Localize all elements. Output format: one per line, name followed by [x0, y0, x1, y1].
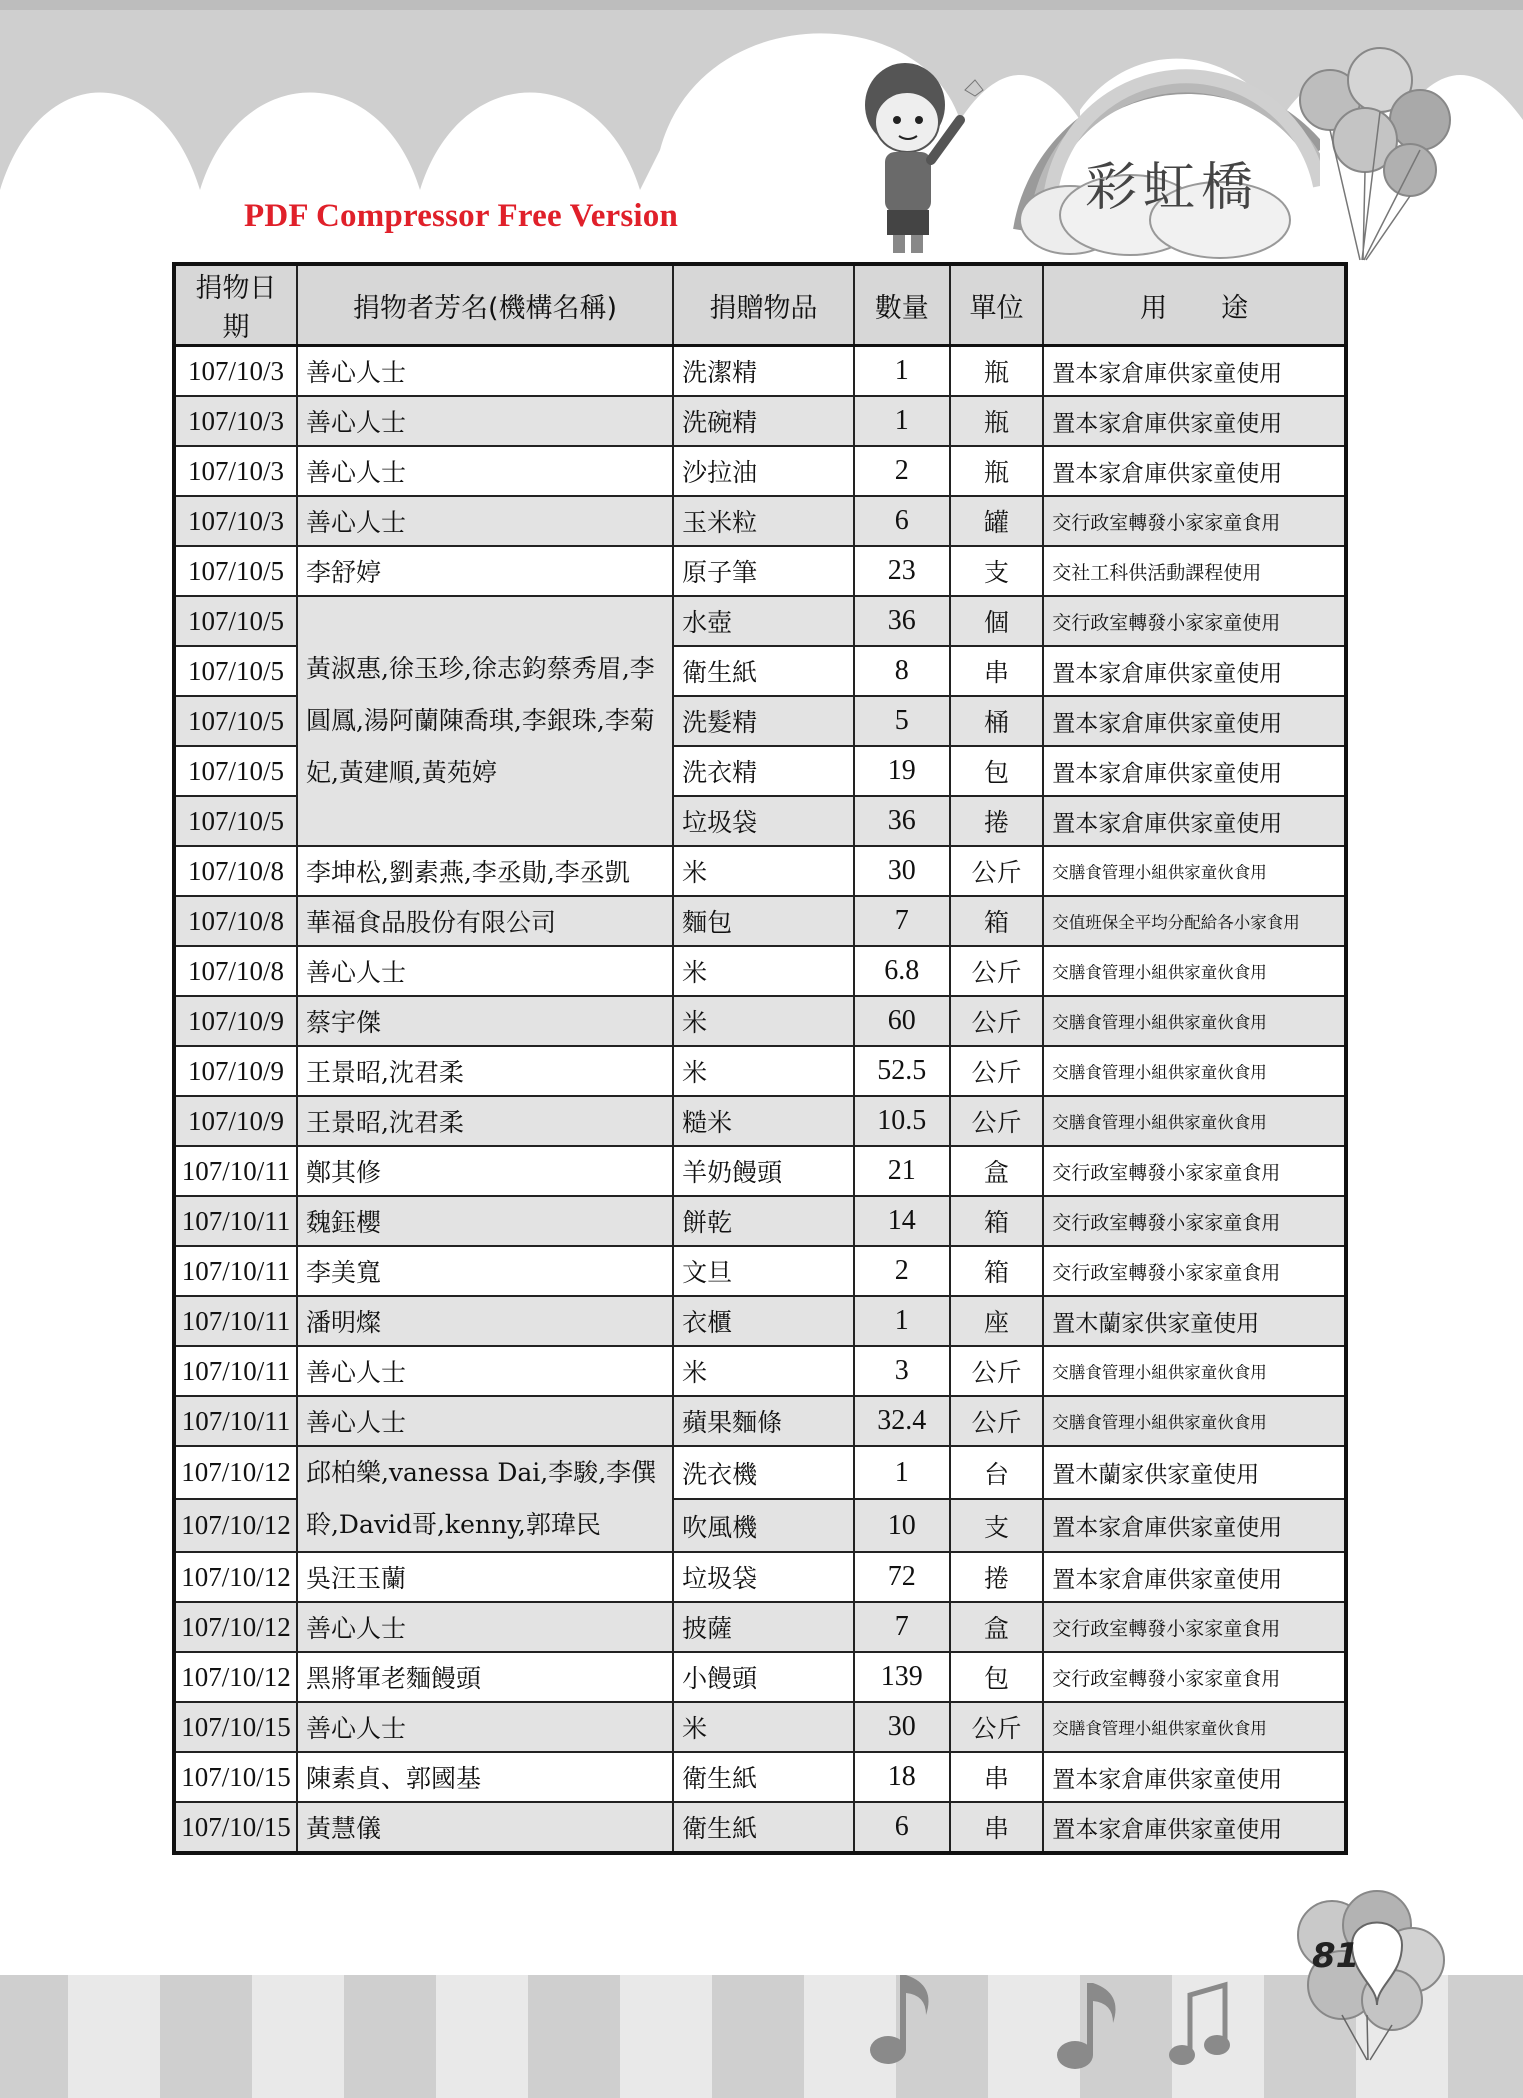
cell-donor: 善心人士: [297, 496, 673, 546]
cell-unit: 盒: [950, 1602, 1044, 1652]
cell-item: 米: [673, 1046, 854, 1096]
page-number: 81: [1312, 1936, 1360, 1976]
cell-use: 置本家倉庫供家童使用: [1043, 696, 1346, 746]
header-item: 捐贈物品: [673, 264, 854, 346]
table-row: [174, 596, 1346, 646]
cell-date: 107/10/9: [174, 1046, 297, 1096]
cell-date: 107/10/8: [174, 846, 297, 896]
cell-qty: 8: [854, 646, 950, 696]
table-row: [174, 896, 1346, 946]
cell-item: 米: [673, 946, 854, 996]
cell-date: 107/10/11: [174, 1246, 297, 1296]
cell-item: 披薩: [673, 1602, 854, 1652]
cell-donor: 善心人士: [297, 1396, 673, 1446]
cell-unit: 公斤: [950, 1702, 1044, 1752]
cell-qty: 30: [854, 846, 950, 896]
table-row: [174, 1602, 1346, 1652]
cell-item: 羊奶饅頭: [673, 1146, 854, 1196]
cell-unit: 公斤: [950, 946, 1044, 996]
cell-date: 107/10/12: [174, 1499, 297, 1552]
cell-qty: 32.4: [854, 1396, 950, 1446]
cell-date: 107/10/15: [174, 1752, 297, 1802]
table-header-row: [174, 264, 1346, 346]
cell-date: 107/10/12: [174, 1446, 297, 1499]
cell-unit: 串: [950, 1752, 1044, 1802]
table-row: [174, 1752, 1346, 1802]
cell-qty: 10.5: [854, 1096, 950, 1146]
cell-unit: 支: [950, 546, 1044, 596]
cell-qty: 6: [854, 1802, 950, 1853]
cell-use: 交行政室轉發小家家童食用: [1043, 1246, 1346, 1296]
cell-unit: 公斤: [950, 1046, 1044, 1096]
cell-date: 107/10/15: [174, 1702, 297, 1752]
table-row: [174, 1246, 1346, 1296]
header-use: 用 途: [1043, 264, 1346, 346]
cell-date: 107/10/11: [174, 1346, 297, 1396]
cell-qty: 1: [854, 1446, 950, 1499]
table-row: [174, 1396, 1346, 1446]
cell-unit: 公斤: [950, 1396, 1044, 1446]
cell-date: 107/10/11: [174, 1296, 297, 1346]
cell-unit: 座: [950, 1296, 1044, 1346]
table-row: [174, 396, 1346, 446]
cell-item: 沙拉油: [673, 446, 854, 496]
cell-donor: 善心人士: [297, 446, 673, 496]
cell-use: 交膳食管理小組供家童伙食用: [1043, 1396, 1346, 1446]
cell-use: 置本家倉庫供家童使用: [1043, 796, 1346, 846]
cell-use: 置本家倉庫供家童使用: [1043, 646, 1346, 696]
cell-date: 107/10/9: [174, 1096, 297, 1146]
cell-use: 交行政室轉發小家家童食用: [1043, 1652, 1346, 1702]
cell-date: 107/10/12: [174, 1602, 297, 1652]
cell-item: 餅乾: [673, 1196, 854, 1246]
cell-qty: 36: [854, 596, 950, 646]
cell-use: 置木蘭家供家童使用: [1043, 1446, 1346, 1499]
cell-unit: 捲: [950, 1552, 1044, 1602]
cell-donor: 王景昭,沈君柔: [297, 1096, 673, 1146]
cell-qty: 60: [854, 996, 950, 1046]
cell-qty: 5: [854, 696, 950, 746]
cell-use: 交行政室轉發小家家童使用: [1043, 596, 1346, 646]
cell-qty: 7: [854, 1602, 950, 1652]
table-row: [174, 1552, 1346, 1602]
table-row: [174, 1652, 1346, 1702]
cell-use: 交膳食管理小組供家童伙食用: [1043, 1702, 1346, 1752]
cell-unit: 瓶: [950, 396, 1044, 446]
cell-unit: 瓶: [950, 346, 1044, 397]
cell-use: 置本家倉庫供家童使用: [1043, 1802, 1346, 1853]
cell-donor: 善心人士: [297, 396, 673, 446]
cell-use: 交膳食管理小組供家童伙食用: [1043, 846, 1346, 896]
cell-use: 置本家倉庫供家童使用: [1043, 1752, 1346, 1802]
cell-qty: 6: [854, 496, 950, 546]
cell-date: 107/10/12: [174, 1652, 297, 1702]
table-row: [174, 1446, 1346, 1499]
cell-unit: 公斤: [950, 996, 1044, 1046]
cell-date: 107/10/11: [174, 1196, 297, 1246]
cell-qty: 7: [854, 896, 950, 946]
cell-item: 蘋果麵條: [673, 1396, 854, 1446]
logo-text: 彩虹橋: [1085, 158, 1260, 218]
cell-donor: 善心人士: [297, 1702, 673, 1752]
cell-donor: 李美寬: [297, 1246, 673, 1296]
cell-use: 交行政室轉發小家家童食用: [1043, 1602, 1346, 1652]
cell-donor: 善心人士: [297, 346, 673, 397]
cell-use: 置本家倉庫供家童使用: [1043, 396, 1346, 446]
cell-use: 交膳食管理小組供家童伙食用: [1043, 1346, 1346, 1396]
cell-date: 107/10/12: [174, 1552, 297, 1602]
cell-qty: 52.5: [854, 1046, 950, 1096]
cell-use: 交膳食管理小組供家童伙食用: [1043, 946, 1346, 996]
cell-unit: 串: [950, 646, 1044, 696]
cell-item: 洗髮精: [673, 696, 854, 746]
cell-unit: 包: [950, 1652, 1044, 1702]
table-row: [174, 846, 1346, 896]
cell-use: 交膳食管理小組供家童伙食用: [1043, 1096, 1346, 1146]
donations-table: [172, 262, 1348, 1855]
cell-date: 107/10/11: [174, 1396, 297, 1446]
cell-date: 107/10/5: [174, 746, 297, 796]
table-row: [174, 446, 1346, 496]
cell-unit: 支: [950, 1499, 1044, 1552]
cell-qty: 139: [854, 1652, 950, 1702]
cell-donor: 王景昭,沈君柔: [297, 1046, 673, 1096]
header-date: 捐物日期: [174, 264, 297, 346]
cell-date: 107/10/3: [174, 496, 297, 546]
cell-unit: 桶: [950, 696, 1044, 746]
cell-donor: 善心人士: [297, 1602, 673, 1652]
cell-qty: 36: [854, 796, 950, 846]
cell-date: 107/10/15: [174, 1802, 297, 1853]
header-unit: 單位: [950, 264, 1044, 346]
cell-donor: 吳汪玉蘭: [297, 1552, 673, 1602]
cell-date: 107/10/5: [174, 596, 297, 646]
cell-qty: 30: [854, 1702, 950, 1752]
cell-qty: 1: [854, 396, 950, 446]
cell-item: 小饅頭: [673, 1652, 854, 1702]
cell-item: 米: [673, 1702, 854, 1752]
cell-use: 交行政室轉發小家家童食用: [1043, 1196, 1346, 1246]
cell-date: 107/10/5: [174, 696, 297, 746]
cell-use: 交行政室轉發小家家童食用: [1043, 496, 1346, 546]
cell-date: 107/10/11: [174, 1146, 297, 1196]
cell-item: 洗衣精: [673, 746, 854, 796]
cell-donor: 黑將軍老麵饅頭: [297, 1652, 673, 1702]
table-row: [174, 1702, 1346, 1752]
cell-donor: 蔡宇傑: [297, 996, 673, 1046]
cell-use: 交膳食管理小組供家童伙食用: [1043, 996, 1346, 1046]
cell-use: 交值班保全平均分配給各小家食用: [1043, 896, 1346, 946]
cell-donor: 黃淑惠,徐玉珍,徐志鈞蔡秀眉,李圓鳳,湯阿蘭陳喬琪,李銀珠,李菊妃,黃建順,黃苑婷: [297, 596, 673, 846]
cell-use: 交行政室轉發小家家童食用: [1043, 1146, 1346, 1196]
cell-use: 交膳食管理小組供家童伙食用: [1043, 1046, 1346, 1096]
cell-donor: 黃慧儀: [297, 1802, 673, 1853]
page-number-balloons: [1282, 1885, 1462, 2065]
cell-date: 107/10/9: [174, 996, 297, 1046]
cell-unit: 罐: [950, 496, 1044, 546]
cell-item: 水壺: [673, 596, 854, 646]
cell-qty: 10: [854, 1499, 950, 1552]
cell-item: 糙米: [673, 1096, 854, 1146]
cell-unit: 串: [950, 1802, 1044, 1853]
balloons-illustration: [1290, 40, 1460, 270]
cell-date: 107/10/5: [174, 646, 297, 696]
cell-item: 衣櫃: [673, 1296, 854, 1346]
cell-use: 置本家倉庫供家童使用: [1043, 446, 1346, 496]
cell-qty: 2: [854, 1246, 950, 1296]
cell-item: 衛生紙: [673, 1802, 854, 1853]
cell-donor: 陳素貞、郭國基: [297, 1752, 673, 1802]
cell-item: 衛生紙: [673, 1752, 854, 1802]
cell-date: 107/10/5: [174, 546, 297, 596]
cell-item: 原子筆: [673, 546, 854, 596]
table-row: [174, 1296, 1346, 1346]
girl-illustration: [845, 50, 995, 262]
cell-date: 107/10/3: [174, 346, 297, 397]
cell-qty: 14: [854, 1196, 950, 1246]
table-row: [174, 996, 1346, 1046]
table-row: [174, 1802, 1346, 1853]
cell-item: 洗碗精: [673, 396, 854, 446]
table-row: [174, 946, 1346, 996]
cell-unit: 箱: [950, 1196, 1044, 1246]
cell-unit: 箱: [950, 896, 1044, 946]
cell-qty: 1: [854, 1296, 950, 1346]
table-row: [174, 1346, 1346, 1396]
cell-item: 洗潔精: [673, 346, 854, 397]
cell-qty: 19: [854, 746, 950, 796]
cell-qty: 6.8: [854, 946, 950, 996]
cell-unit: 個: [950, 596, 1044, 646]
cell-use: 置本家倉庫供家童使用: [1043, 1499, 1346, 1552]
cell-item: 米: [673, 996, 854, 1046]
cell-donor: 李舒婷: [297, 546, 673, 596]
cell-unit: 公斤: [950, 1096, 1044, 1146]
cell-qty: 21: [854, 1146, 950, 1196]
cell-date: 107/10/8: [174, 946, 297, 996]
cell-use: 置本家倉庫供家童使用: [1043, 1552, 1346, 1602]
table-row: [174, 1096, 1346, 1146]
cell-item: 文旦: [673, 1246, 854, 1296]
table-body: [174, 346, 1346, 1854]
cell-donor: 善心人士: [297, 1346, 673, 1396]
header-donor: 捐物者芳名(機構名稱): [297, 264, 673, 346]
cell-unit: 公斤: [950, 846, 1044, 896]
cell-item: 米: [673, 1346, 854, 1396]
cell-item: 垃圾袋: [673, 1552, 854, 1602]
cell-item: 玉米粒: [673, 496, 854, 546]
cell-donor: 李坤松,劉素燕,李丞勛,李丞凱: [297, 846, 673, 896]
cell-qty: 18: [854, 1752, 950, 1802]
watermark-text: PDF Compressor Free Version: [244, 198, 679, 234]
cell-item: 衛生紙: [673, 646, 854, 696]
cell-date: 107/10/3: [174, 396, 297, 446]
cell-donor: 潘明燦: [297, 1296, 673, 1346]
cell-unit: 盒: [950, 1146, 1044, 1196]
cell-unit: 箱: [950, 1246, 1044, 1296]
cell-use: 置本家倉庫供家童使用: [1043, 346, 1346, 397]
table-row: [174, 346, 1346, 397]
cell-unit: 台: [950, 1446, 1044, 1499]
cell-qty: 1: [854, 346, 950, 397]
cell-item: 吹風機: [673, 1499, 854, 1552]
table-row: [174, 496, 1346, 546]
cell-date: 107/10/8: [174, 896, 297, 946]
table-row: [174, 546, 1346, 596]
cell-donor: 華福食品股份有限公司: [297, 896, 673, 946]
table-row: [174, 1146, 1346, 1196]
cell-use: 置木蘭家供家童使用: [1043, 1296, 1346, 1346]
cell-unit: 包: [950, 746, 1044, 796]
cell-donor: 魏鈺櫻: [297, 1196, 673, 1246]
cell-date: 107/10/5: [174, 796, 297, 846]
table-row: [174, 1196, 1346, 1246]
cell-qty: 72: [854, 1552, 950, 1602]
cell-unit: 公斤: [950, 1346, 1044, 1396]
cell-unit: 捲: [950, 796, 1044, 846]
cell-item: 米: [673, 846, 854, 896]
cell-item: 垃圾袋: [673, 796, 854, 846]
cell-donor: 邱柏樂,vanessa Dai,李駿,李僎聆,David哥,kenny,郭瑋民: [297, 1446, 673, 1552]
cell-item: 麵包: [673, 896, 854, 946]
cell-donor: 善心人士: [297, 946, 673, 996]
cell-use: 交社工科供活動課程使用: [1043, 546, 1346, 596]
cell-qty: 3: [854, 1346, 950, 1396]
table-row: [174, 1046, 1346, 1096]
cell-item: 洗衣機: [673, 1446, 854, 1499]
cell-qty: 2: [854, 446, 950, 496]
cell-date: 107/10/3: [174, 446, 297, 496]
cell-donor: 鄭其修: [297, 1146, 673, 1196]
header-qty: 數量: [854, 264, 950, 346]
cell-unit: 瓶: [950, 446, 1044, 496]
cell-use: 置本家倉庫供家童使用: [1043, 746, 1346, 796]
music-notes-icon: [860, 1955, 1240, 2075]
cell-qty: 23: [854, 546, 950, 596]
